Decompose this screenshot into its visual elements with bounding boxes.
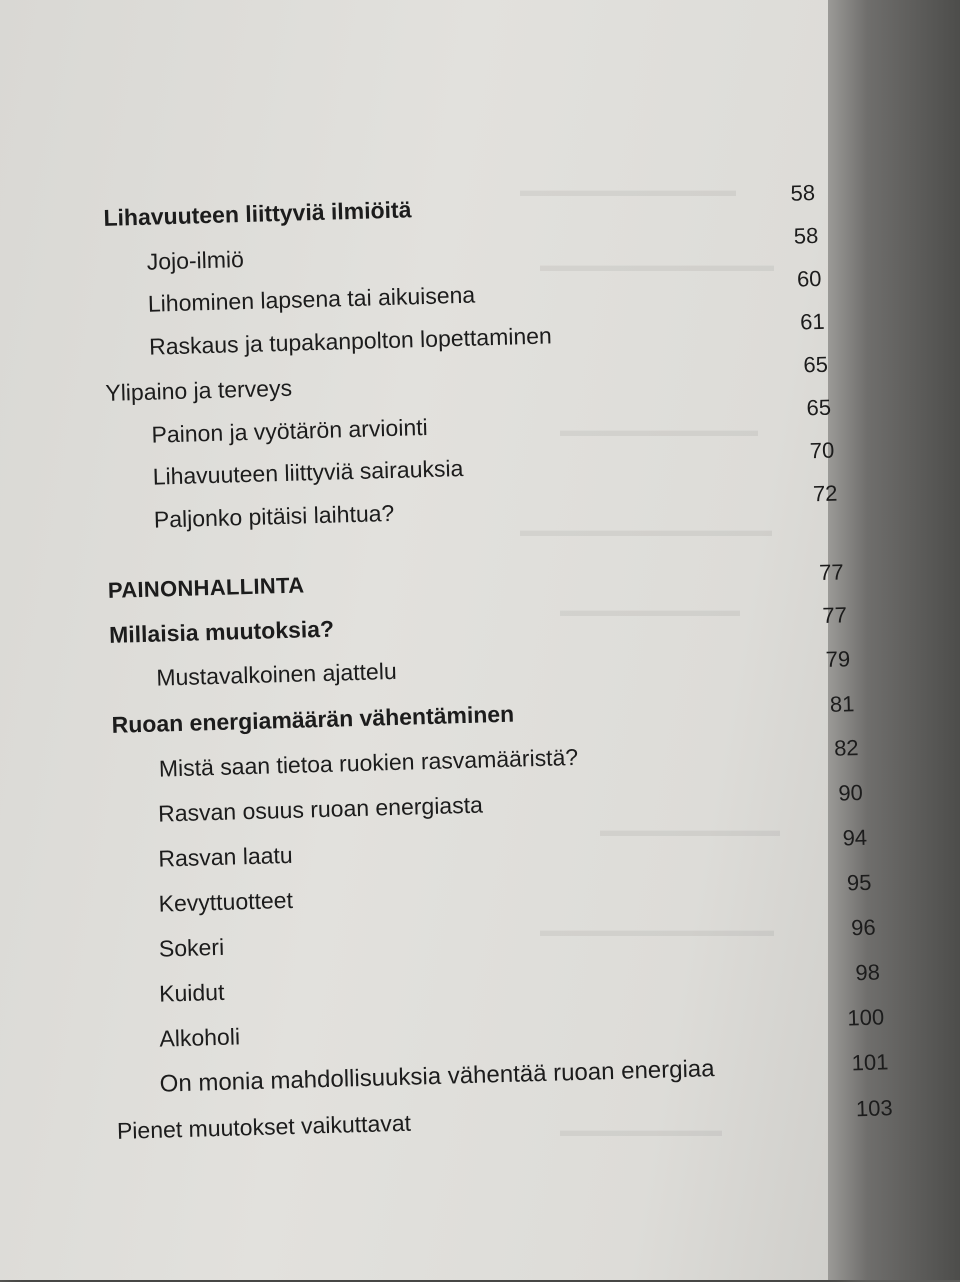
show-through-text: ▬▬▬▬▬▬▬▬▬▬▬▬▬▬ [520, 520, 772, 540]
toc-entry: Millaisia muutoksia? [108, 615, 335, 648]
show-through-text: ▬▬▬▬▬▬▬▬▬▬▬▬▬ [540, 920, 774, 940]
toc-entry: On monia mahdollisuuksia vähentää ruoan energiaa [159, 1055, 715, 1098]
page-number: 61 [799, 308, 826, 335]
toc-entry: Jojo-ilmiö [146, 246, 245, 275]
show-through-text: ▬▬▬▬▬▬▬▬▬▬ [560, 600, 740, 620]
page-number: 79 [825, 646, 851, 672]
page-number: 82 [833, 735, 859, 761]
page-number: 77 [822, 602, 848, 628]
page-number: 81 [829, 691, 855, 717]
chapter-heading: PAINONHALLINTA [107, 572, 305, 603]
toc-entry: Mustavalkoinen ajattelu [155, 657, 398, 691]
page-number: 95 [846, 869, 872, 896]
toc-entry: Alkoholi [159, 1023, 241, 1052]
toc-entry: Rasvan laatu [158, 841, 293, 872]
page-number: 101 [851, 1049, 889, 1076]
toc-entry: Sokeri [158, 933, 225, 962]
toc-entry: Raskaus ja tupakanpolton lopettaminen [148, 322, 553, 360]
show-through-text: ▬▬▬▬▬▬▬▬▬▬▬▬ [520, 180, 736, 200]
show-through-text: ▬▬▬▬▬▬▬▬▬▬ [600, 820, 780, 840]
page-number: 58 [790, 180, 816, 206]
page-number: 77 [818, 559, 845, 586]
show-through-text: ▬▬▬▬▬▬▬▬▬▬▬▬▬ [540, 255, 774, 275]
page-number: 65 [803, 351, 829, 378]
toc-entry: Ylipaino ja terveys [105, 374, 293, 406]
page-number: 70 [809, 437, 835, 464]
toc-entry: Pienet muutokset vaikuttavat [116, 1109, 412, 1144]
toc-entry: Mistä saan tietoa ruokien rasvamääristä? [158, 743, 579, 782]
toc-entry: Lihavuuteen liittyviä ilmiöitä [103, 196, 412, 231]
toc-entry: Kuidut [158, 978, 225, 1007]
page-number: 58 [793, 222, 819, 249]
page-number: 65 [806, 394, 832, 421]
toc-entry: Lihavuuteen liittyviä sairauksia [152, 454, 464, 490]
page-number: 96 [850, 914, 876, 941]
page-number: 90 [838, 779, 864, 806]
toc-entry: Painon ja vyötärön arviointi [151, 413, 428, 448]
toc-entry: Ruoan energiamäärän vähentäminen [111, 700, 515, 738]
page-number: 72 [812, 480, 838, 507]
toc-entry: Kevyttuotteet [158, 886, 294, 917]
page-number: 100 [847, 1004, 885, 1031]
toc-entry: Paljonko pitäisi laihtua? [153, 499, 395, 533]
show-through-text: ▬▬▬▬▬▬▬▬▬ [560, 1120, 722, 1140]
show-through-text: ▬▬▬▬▬▬▬▬▬▬▬ [560, 420, 758, 440]
toc-entry: Lihominen lapsena tai aikuisena [147, 281, 476, 317]
page-number: 103 [855, 1095, 894, 1122]
page-number: 94 [842, 824, 868, 851]
page-number: 98 [855, 959, 881, 986]
page-number: 60 [796, 265, 822, 292]
toc-entry: Rasvan osuus ruoan energiasta [157, 791, 484, 827]
